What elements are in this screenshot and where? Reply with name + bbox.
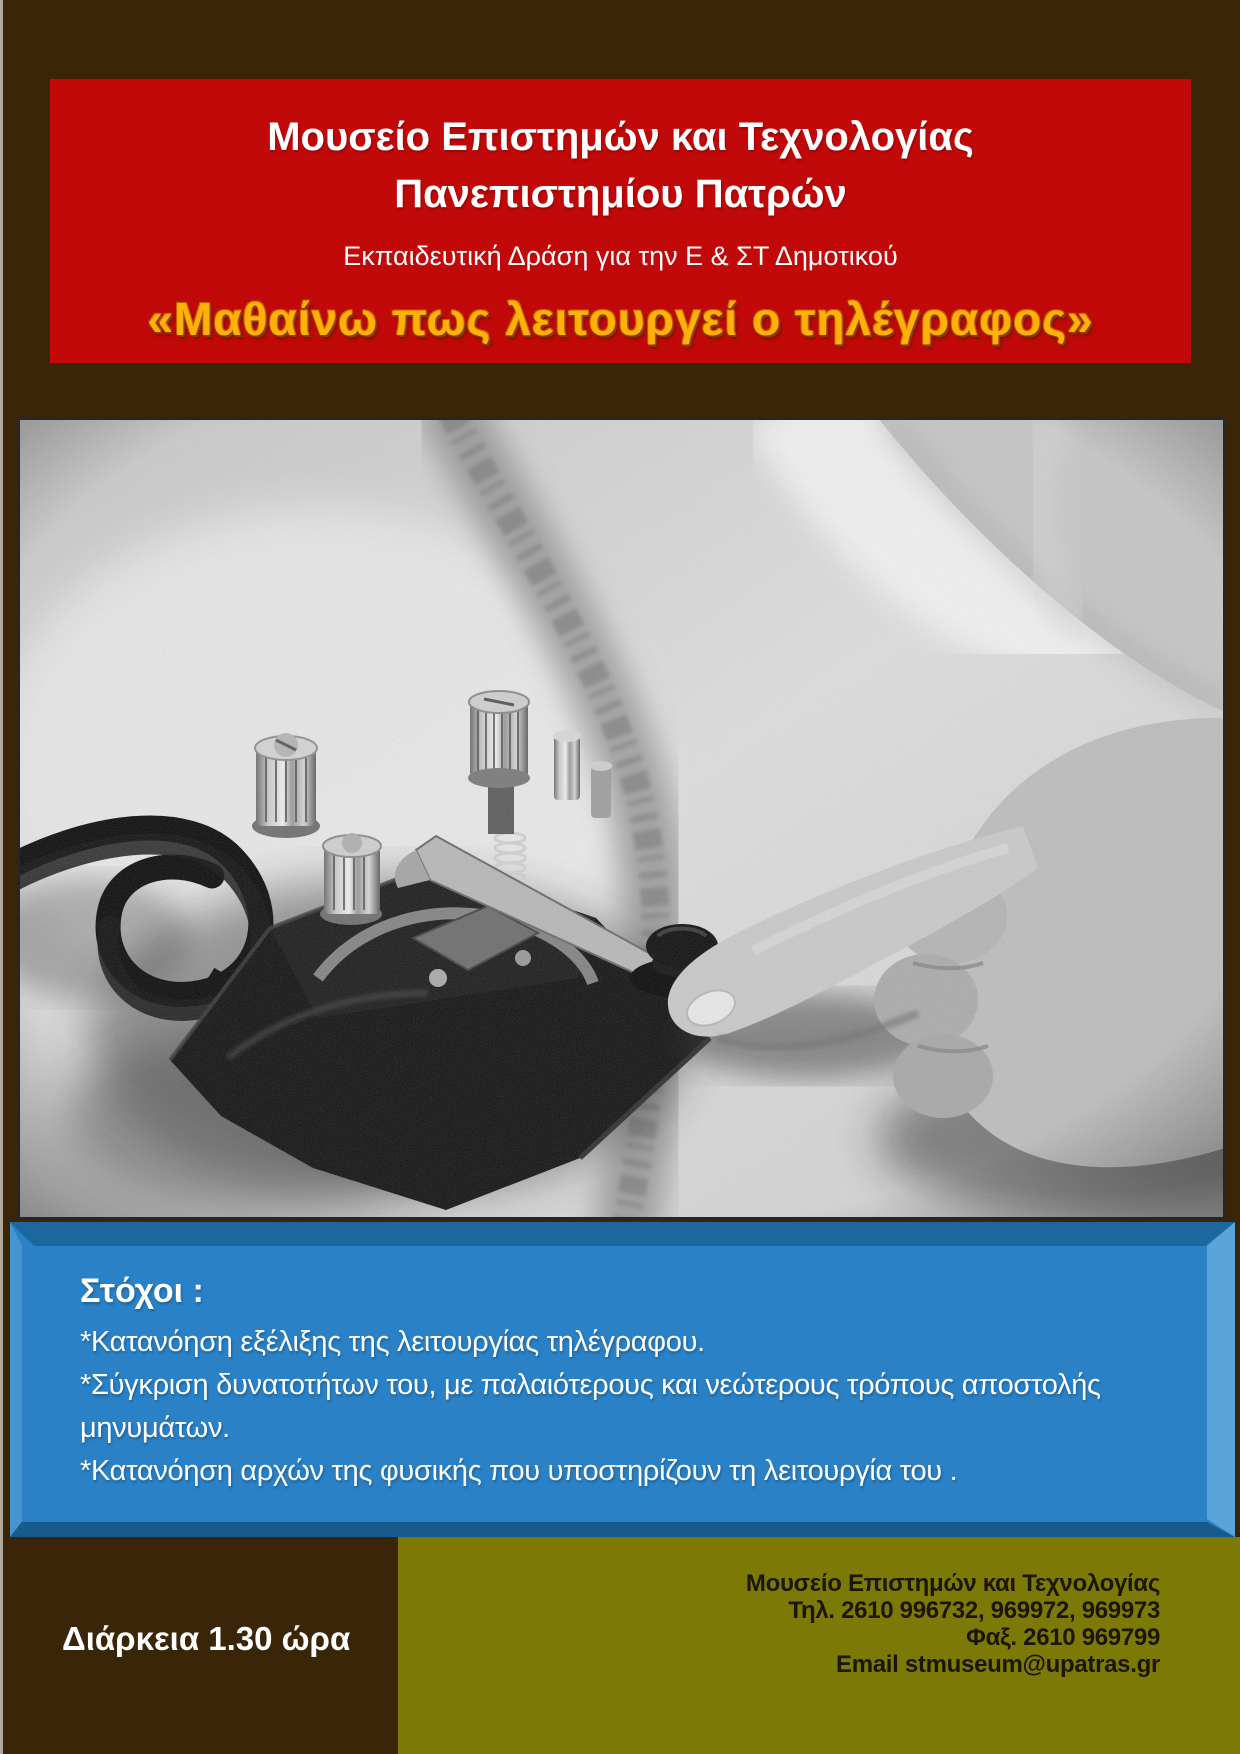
contact-fax: Φαξ. 2610 969799 — [966, 1624, 1160, 1651]
telegraph-photo — [18, 418, 1225, 1219]
contact-museum-name: Μουσείο Επιστημών και Τεχνολογίας — [745, 1570, 1160, 1597]
museum-title-line1: Μουσείο Επιστημών και Τεχνολογίας — [267, 115, 974, 159]
contact-email: Email stmuseum@upatras.gr — [835, 1651, 1160, 1678]
goal-line: *Κατανόηση αρχών της φυσικής που υποστηρίζουν τη λειτουργία του . — [80, 1455, 958, 1487]
activity-title: «Μαθαίνω πως λειτουργεί ο τηλέγραφος» — [147, 293, 1094, 345]
duration-label: Διάρκεια 1.30 ώρα — [62, 1620, 351, 1657]
goal-line: *Σύγκριση δυνατοτήτων του, με παλαιότερους και νεώτερους τρόπους αποστολής — [80, 1369, 1101, 1401]
goal-line: μηνυμάτων. — [80, 1412, 230, 1444]
goal-line: *Κατανόηση εξέλιξης της λειτουργίας τηλέγραφου. — [80, 1326, 705, 1358]
footer — [0, 1537, 1240, 1754]
goals-box-right-bevel — [1207, 1222, 1235, 1537]
contact-phone: Τηλ. 2610 996732, 969972, 969973 — [788, 1597, 1160, 1624]
goals-box-left-bevel — [10, 1222, 22, 1537]
goals-box-top-bevel — [10, 1222, 1235, 1246]
header-subtitle: Εκπαιδευτική Δράση για την Ε & ΣΤ Δημοτικού — [343, 241, 898, 271]
page-edge-line — [0, 0, 3, 1754]
header-banner — [50, 79, 1191, 363]
goals-box-bottom-bevel — [10, 1522, 1235, 1537]
goals-box — [10, 1222, 1235, 1537]
contact-box — [398, 1537, 1240, 1754]
museum-title-line2: Πανεπιστημίου Πατρών — [394, 172, 847, 216]
goals-heading: Στόχοι : — [80, 1272, 204, 1310]
goals-text-block — [80, 1272, 1195, 1493]
